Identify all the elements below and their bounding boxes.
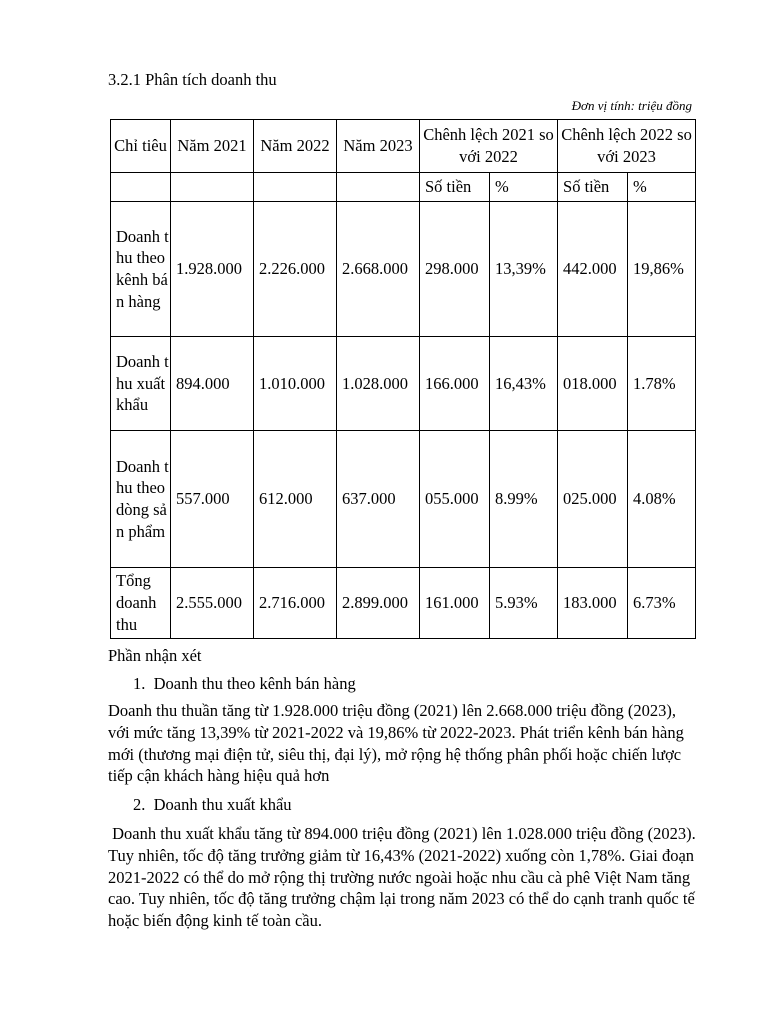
- table-row: [111, 431, 696, 568]
- remark-title: Phần nhận xét: [108, 646, 202, 665]
- cell-value: 1.010.000: [254, 337, 337, 431]
- cell-value: 8.99%: [490, 431, 558, 568]
- header-cell-diff-2021-2022: Chênh lệch 2021 so với 2022: [420, 120, 558, 173]
- revenue-table: [110, 119, 696, 639]
- section-heading: 3.2.1 Phân tích doanh thu: [108, 70, 277, 89]
- cell-value: 5.93%: [490, 568, 558, 639]
- row-label: Doanh thu xuất khẩu: [111, 337, 171, 431]
- list-title: Doanh thu xuất khẩu: [153, 795, 292, 814]
- subheader-empty: [254, 173, 337, 202]
- subheader-percent: %: [490, 173, 558, 202]
- subheader-empty: [111, 173, 171, 202]
- cell-value: 13,39%: [490, 202, 558, 337]
- header-cell-2022: Năm 2022: [254, 120, 337, 173]
- table-header-row: [111, 120, 696, 173]
- header-cell-diff-2022-2023: Chênh lệch 2022 so với 2023: [558, 120, 696, 173]
- cell-value: 6.73%: [628, 568, 696, 639]
- cell-value: 612.000: [254, 431, 337, 568]
- row-label: Tổng doanh thu: [111, 568, 171, 639]
- list-number: 1.: [133, 674, 146, 693]
- cell-value: 298.000: [420, 202, 490, 337]
- cell-value: 894.000: [171, 337, 254, 431]
- table-row: [111, 337, 696, 431]
- row-label: Doanh thu theo dòng sản phẩm: [111, 431, 171, 568]
- cell-value: 183.000: [558, 568, 628, 639]
- cell-value: 2.668.000: [337, 202, 420, 337]
- cell-value: 19,86%: [628, 202, 696, 337]
- cell-value: 2.716.000: [254, 568, 337, 639]
- header-cell-indicator: Chỉ tiêu: [111, 120, 171, 173]
- cell-value: 1.028.000: [337, 337, 420, 431]
- cell-value: 2.555.000: [171, 568, 254, 639]
- header-cell-2021: Năm 2021: [171, 120, 254, 173]
- cell-value: 1.78%: [628, 337, 696, 431]
- list-title: Doanh thu theo kênh bán hàng: [153, 674, 356, 693]
- table-subheader-row: [111, 173, 696, 202]
- cell-value: 018.000: [558, 337, 628, 431]
- subheader-empty: [337, 173, 420, 202]
- subheader-empty: [171, 173, 254, 202]
- unit-note: Đơn vị tính: triệu đồng: [571, 98, 692, 113]
- cell-value: 166.000: [420, 337, 490, 431]
- cell-value: 2.226.000: [254, 202, 337, 337]
- paragraph: Doanh thu xuất khẩu tăng từ 894.000 triệu đồng (2021) lên 1.028.000 triệu đồng (2023). Tuy nhiên, tốc độ tăng trưởng giảm từ 16,43% (2021-2022) xuống còn 1,78%. Giai đoạn 2021-2022 có thể do mở rộng thị trường nước ngoài hoặc nhu cầu cà phê Việt Nam tăng cao. Tuy nhiên, tốc độ tăng trưởng chậm lại trong năm 2023 có thể do cạnh tranh quốc tế hoặc biến động kinh tế toàn cầu.: [108, 824, 700, 931]
- subheader-amount: Số tiền: [420, 173, 490, 202]
- cell-value: 2.899.000: [337, 568, 420, 639]
- table-row: [111, 202, 696, 337]
- list-number: 2.: [133, 795, 146, 814]
- cell-value: 055.000: [420, 431, 490, 568]
- cell-value: 1.928.000: [171, 202, 254, 337]
- cell-value: 4.08%: [628, 431, 696, 568]
- header-cell-2023: Năm 2023: [337, 120, 420, 173]
- cell-value: 161.000: [420, 568, 490, 639]
- cell-value: 025.000: [558, 431, 628, 568]
- paragraph: Doanh thu thuần tăng từ 1.928.000 triệu đồng (2021) lên 2.668.000 triệu đồng (2023), với mức tăng 13,39% từ 2021-2022 và 19,86% từ 2022-2023. Phát triển kênh bán hàng mới (thương mại điện tử, siêu thị, đại lý), mở rộng hệ thống phân phối hoặc chiến lược tiếp cận khách hàng hiệu quả hơn: [108, 701, 684, 786]
- cell-value: 557.000: [171, 431, 254, 568]
- subheader-amount: Số tiền: [558, 173, 628, 202]
- row-label: Doanh thu theo kênh bán hàng: [111, 202, 171, 337]
- subheader-percent: %: [628, 173, 696, 202]
- table-row: [111, 568, 696, 639]
- cell-value: 16,43%: [490, 337, 558, 431]
- cell-value: 637.000: [337, 431, 420, 568]
- cell-value: 442.000: [558, 202, 628, 337]
- list-item: [133, 794, 292, 816]
- list-item: [133, 673, 356, 695]
